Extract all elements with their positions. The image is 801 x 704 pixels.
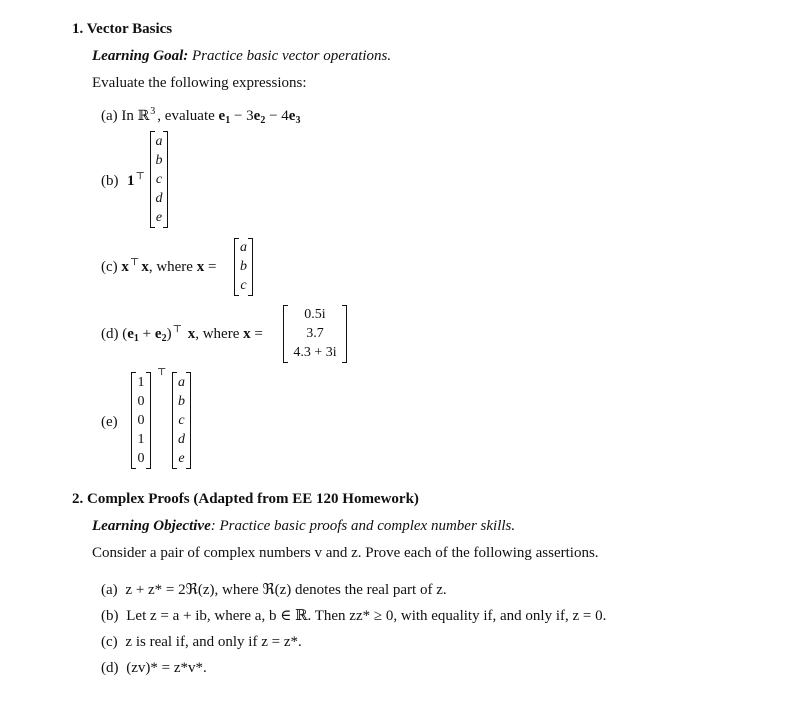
x-transpose: ⊤: [129, 257, 140, 268]
proof-item-d: [101, 659, 207, 677]
problem-1c: [101, 258, 216, 276]
proof-item-text: z is real if, and only if z = z*.: [125, 634, 302, 650]
vector-entry: c: [240, 277, 247, 293]
problem-1c-where: , where: [148, 259, 193, 275]
vector-entry: b: [155, 152, 163, 168]
vector-entry: a: [178, 374, 185, 390]
proof-item-a: [101, 581, 447, 599]
proof-item-text: (zv)* = z*v*.: [126, 660, 207, 676]
proof-item-label: (d): [101, 660, 119, 676]
e3-subscript: 3: [295, 115, 301, 126]
vector-entry: 0: [137, 393, 145, 409]
vector-entry: 0: [137, 412, 145, 428]
vector-entry: c: [178, 412, 185, 428]
problem-1a-op1: − 3: [230, 108, 254, 124]
e1-symbol: e: [127, 326, 134, 342]
problem-1b-lhs: [127, 172, 147, 190]
problem-1a-mid: , evaluate: [157, 108, 215, 124]
x-symbol-2: x: [141, 259, 149, 275]
problem-1a-op2: − 4: [265, 108, 289, 124]
section-2-title: 2. Complex Proofs (Adapted from EE 120 Homework): [72, 491, 419, 507]
vector-entry: 4.3 + 3i: [293, 344, 337, 360]
vector-entry: d: [178, 431, 185, 447]
e1-symbol: e: [218, 108, 226, 124]
proof-item-text: z + z* = 2ℜ(z), where ℜ(z) denotes the real part of z.: [125, 582, 447, 598]
e2-symbol: e: [253, 108, 261, 124]
vector-entry: a: [155, 133, 163, 149]
close-paren: ): [166, 326, 172, 342]
problem-1d: [101, 325, 263, 348]
section-2-intro: Consider a pair of complex numbers v and z. Prove each of the following assertions.: [92, 545, 599, 561]
vector-d: [283, 305, 347, 363]
proof-item-label: (b): [101, 608, 119, 624]
e2-subscript: 2: [161, 333, 167, 344]
sum-transpose: ⊤: [172, 324, 182, 335]
problem-1a-label: (a): [101, 108, 118, 124]
vector-entry: 3.7: [306, 326, 324, 341]
section-1-intro: Evaluate the following expressions:: [92, 75, 307, 91]
vector-entry: b: [240, 259, 247, 274]
problem-1a-prefix: In: [121, 108, 134, 124]
vector-e-left: [131, 372, 151, 469]
x-symbol-3: x: [196, 259, 205, 275]
section-1-title: 1. Vector Basics: [72, 21, 173, 37]
problem-1a: [101, 107, 300, 130]
proof-item-label: (c): [101, 634, 118, 650]
vector-entry: d: [155, 190, 163, 206]
e1-subscript: 1: [225, 115, 231, 126]
proof-item-text: Let z = a + ib, where a, b ∈ ℝ. Then zz* ≥ 0, with equality if, and only if, z = 0.: [126, 608, 607, 624]
x-symbol: x: [121, 259, 129, 275]
problem-1c-label: (c): [101, 259, 118, 275]
vector-entry: b: [178, 393, 185, 409]
learning-objective: [92, 517, 515, 535]
learning-goal-label: Learning Goal:: [92, 48, 189, 64]
equals-sign: =: [254, 326, 263, 342]
vector-b: [150, 131, 168, 228]
e3-symbol: e: [288, 108, 296, 124]
problem-1d-label: (d): [101, 326, 119, 342]
ones-transpose: ⊤: [135, 171, 145, 182]
vector-entry: 1: [137, 374, 145, 390]
plus-sign: +: [138, 326, 155, 342]
vector-e-right: [172, 372, 191, 469]
open-paren: (: [122, 326, 128, 342]
vector-entry: 0: [137, 450, 145, 466]
vector-entry: e: [155, 209, 163, 225]
problem-1b-label: (b): [101, 173, 119, 189]
e2-symbol: e: [154, 326, 162, 342]
e2-subscript: 2: [260, 115, 266, 126]
problem-1e-label: (e): [101, 414, 118, 430]
vector-e-transpose: ⊤: [157, 367, 167, 378]
learning-goal-text: Practice basic vector operations.: [192, 48, 392, 64]
vector-entry: a: [240, 240, 247, 256]
vector-entry: c: [155, 171, 163, 187]
learning-goal: [92, 47, 391, 65]
real-set-exponent: 3: [150, 106, 156, 117]
problem-1d-where: , where: [195, 326, 240, 342]
vector-c: [234, 238, 253, 296]
proof-item-label: (a): [101, 582, 118, 598]
real-set-symbol: ℝ: [137, 108, 150, 124]
proof-item-b: [101, 607, 606, 625]
vector-entry: 0.5i: [304, 307, 326, 323]
proof-item-c: [101, 633, 302, 651]
x-symbol-2: x: [243, 326, 251, 342]
learning-objective-colon: :: [210, 518, 216, 534]
e1-subscript: 1: [133, 333, 139, 344]
learning-objective-text: Practice basic proofs and complex number skills.: [219, 518, 516, 534]
learning-objective-label: Learning Objective: [92, 518, 211, 534]
vector-entry: e: [178, 450, 185, 466]
x-symbol: x: [187, 326, 196, 342]
ones-vector-symbol: 1: [127, 173, 135, 189]
equals-sign: =: [207, 259, 217, 275]
vector-entry: 1: [137, 431, 145, 447]
